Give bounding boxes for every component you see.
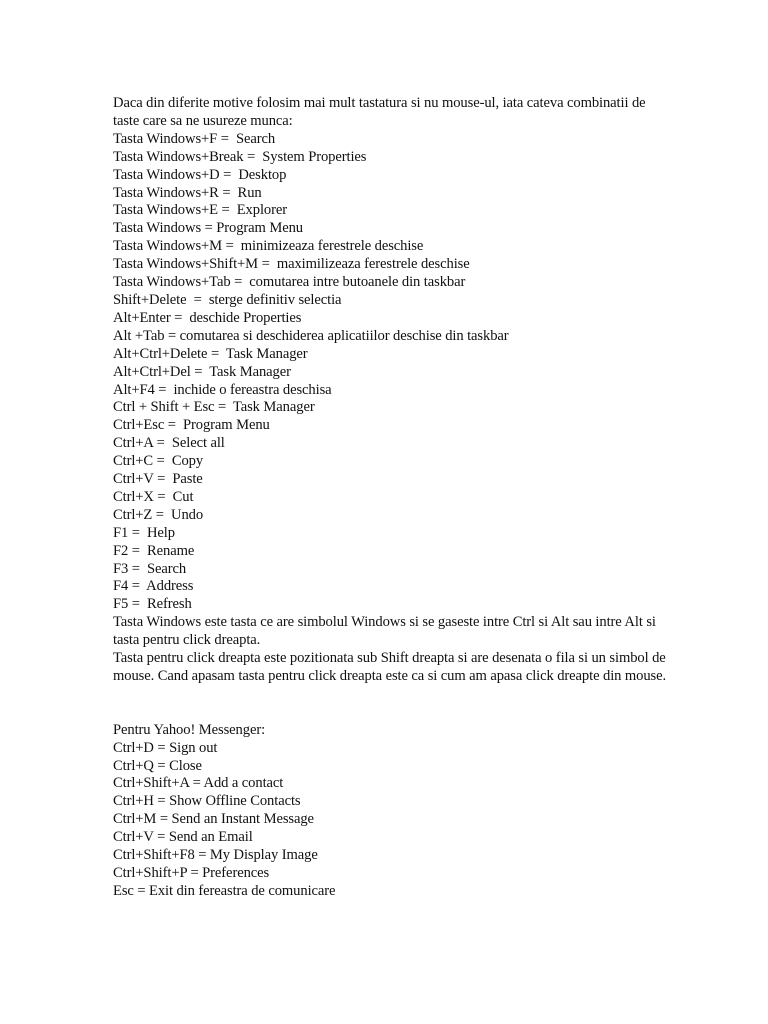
- yahoo-shortcut-list: [113, 740, 673, 901]
- shortcut-line: Alt+Enter = deschide Properties: [113, 309, 302, 326]
- shortcut-line: F2 = Rename: [113, 542, 195, 559]
- shortcut-line: Tasta Windows+Shift+M = maximilizeaza ferestrele deschise: [113, 256, 470, 273]
- shortcut-line: Alt+F4 = inchide o fereastra deschisa: [113, 381, 332, 398]
- shortcut-line: Ctrl+A = Select all: [113, 435, 225, 452]
- yahoo-shortcut-line: Ctrl+D = Sign out: [113, 739, 218, 756]
- shortcut-line: Ctrl+Esc = Program Menu: [113, 417, 270, 434]
- intro-paragraph: Daca din diferite motive folosim mai mult tastatura si nu mouse-ul, iata cateva combinatii de taste care sa ne usureze munca:: [113, 95, 646, 129]
- shortcut-line: F3 = Search: [113, 560, 187, 577]
- blank-space: [113, 686, 673, 722]
- shortcut-line: Tasta Windows+Break = System Properties: [113, 148, 367, 165]
- yahoo-shortcut-line: Ctrl+Shift+P = Preferences: [113, 864, 270, 881]
- shortcut-line: Ctrl+Z = Undo: [113, 506, 204, 523]
- document-body: [113, 95, 673, 901]
- shortcut-line: Tasta Windows+D = Desktop: [113, 166, 287, 183]
- shortcut-line: F1 = Help: [113, 524, 175, 541]
- shortcut-line: Tasta Windows = Program Menu: [113, 220, 304, 237]
- yahoo-shortcut-line: Ctrl+Shift+A = Add a contact: [113, 775, 284, 792]
- shortcut-line: Tasta Windows+R = Run: [113, 184, 262, 201]
- shortcut-line: Tasta Windows+M = minimizeaza ferestrele deschise: [113, 238, 424, 255]
- shortcut-line: Ctrl + Shift + Esc = Task Manager: [113, 399, 315, 416]
- yahoo-shortcut-line: Ctrl+Q = Close: [113, 757, 202, 774]
- shortcut-line: Alt+Ctrl+Delete = Task Manager: [113, 345, 308, 362]
- right-click-note: Tasta pentru click dreapta este pozitionata sub Shift dreapta si are desenata o fila si un simbol de mouse. Cand apasam tasta pentru click dreapta este ca si cum am apasa click dreapte din mouse.: [113, 650, 667, 684]
- shortcut-line: Shift+Delete = sterge definitiv selectia: [113, 291, 342, 308]
- shortcut-line: F4 = Address: [113, 578, 194, 595]
- windows-key-note: Tasta Windows este tasta ce are simbolul Windows si se gaseste intre Ctrl si Alt sau intre Alt si tasta pentru click dreapta.: [113, 614, 656, 649]
- yahoo-shortcut-line: Ctrl+H = Show Offline Contacts: [113, 793, 301, 810]
- shortcut-line: Alt +Tab = comutarea si deschiderea aplicatiilor deschise din taskbar: [113, 327, 509, 344]
- shortcut-line: Alt+Ctrl+Del = Task Manager: [113, 363, 291, 380]
- yahoo-shortcut-line: Ctrl+M = Send an Instant Message: [113, 811, 314, 828]
- shortcut-line: F5 = Refresh: [113, 596, 192, 613]
- shortcut-line: Tasta Windows+F = Search: [113, 130, 276, 147]
- shortcut-line: Ctrl+V = Paste: [113, 471, 203, 488]
- yahoo-heading: Pentru Yahoo! Messenger:: [113, 721, 266, 738]
- shortcut-line: Ctrl+C = Copy: [113, 453, 204, 470]
- yahoo-shortcut-line: Esc = Exit din fereastra de comunicare: [113, 882, 336, 899]
- shortcut-line: Tasta Windows+Tab = comutarea intre butoanele din taskbar: [113, 274, 466, 291]
- windows-shortcut-list: [113, 131, 673, 614]
- shortcut-line: Tasta Windows+E = Explorer: [113, 202, 287, 219]
- yahoo-shortcut-line: Ctrl+V = Send an Email: [113, 829, 253, 846]
- shortcut-line: Ctrl+X = Cut: [113, 488, 194, 505]
- yahoo-shortcut-line: Ctrl+Shift+F8 = My Display Image: [113, 847, 318, 864]
